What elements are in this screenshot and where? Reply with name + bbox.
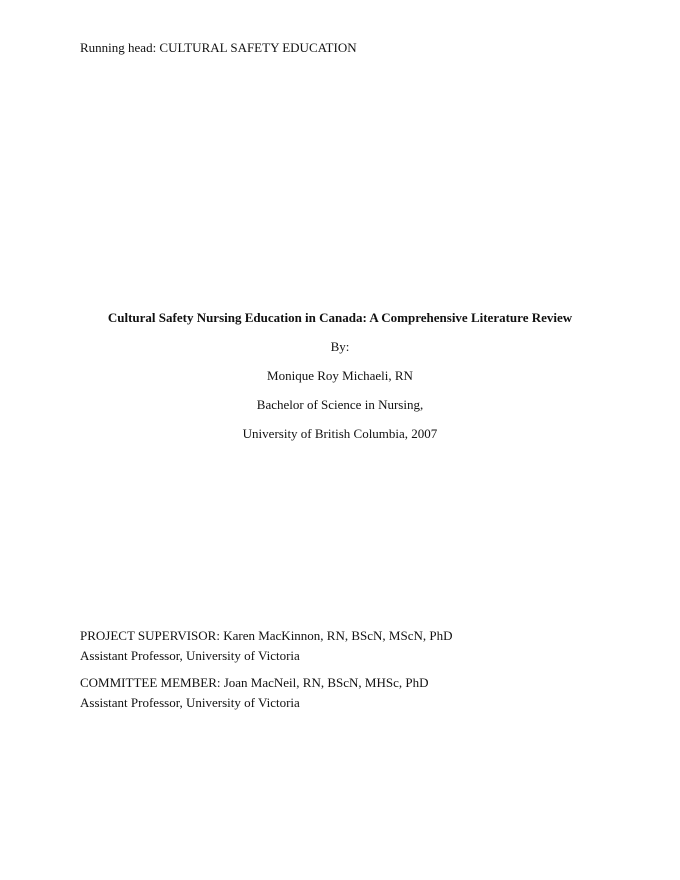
supervisor-affiliation: Assistant Professor, University of Victoria <box>80 648 300 663</box>
author-institution: University of British Columbia, 2007 <box>242 426 438 441</box>
author-degree: Bachelor of Science in Nursing, <box>256 397 424 412</box>
running-head: Running head: CULTURAL SAFETY EDUCATION <box>80 40 357 55</box>
committee-member-affiliation: Assistant Professor, University of Victoria <box>80 695 300 710</box>
document-title: Cultural Safety Nursing Education in Canada: A Comprehensive Literature Review <box>107 310 573 325</box>
by-label: By: <box>330 339 350 354</box>
committee-member-name: COMMITTEE MEMBER: Joan MacNeil, RN, BScN, MHSc, PhD <box>80 675 429 690</box>
author-name: Monique Roy Michaeli, RN <box>267 368 413 383</box>
title-block <box>0 310 680 455</box>
project-supervisor <box>80 626 453 666</box>
committee-block <box>80 626 453 720</box>
committee-member <box>80 673 453 713</box>
supervisor-name: PROJECT SUPERVISOR: Karen MacKinnon, RN, BScN, MScN, PhD <box>80 628 453 643</box>
